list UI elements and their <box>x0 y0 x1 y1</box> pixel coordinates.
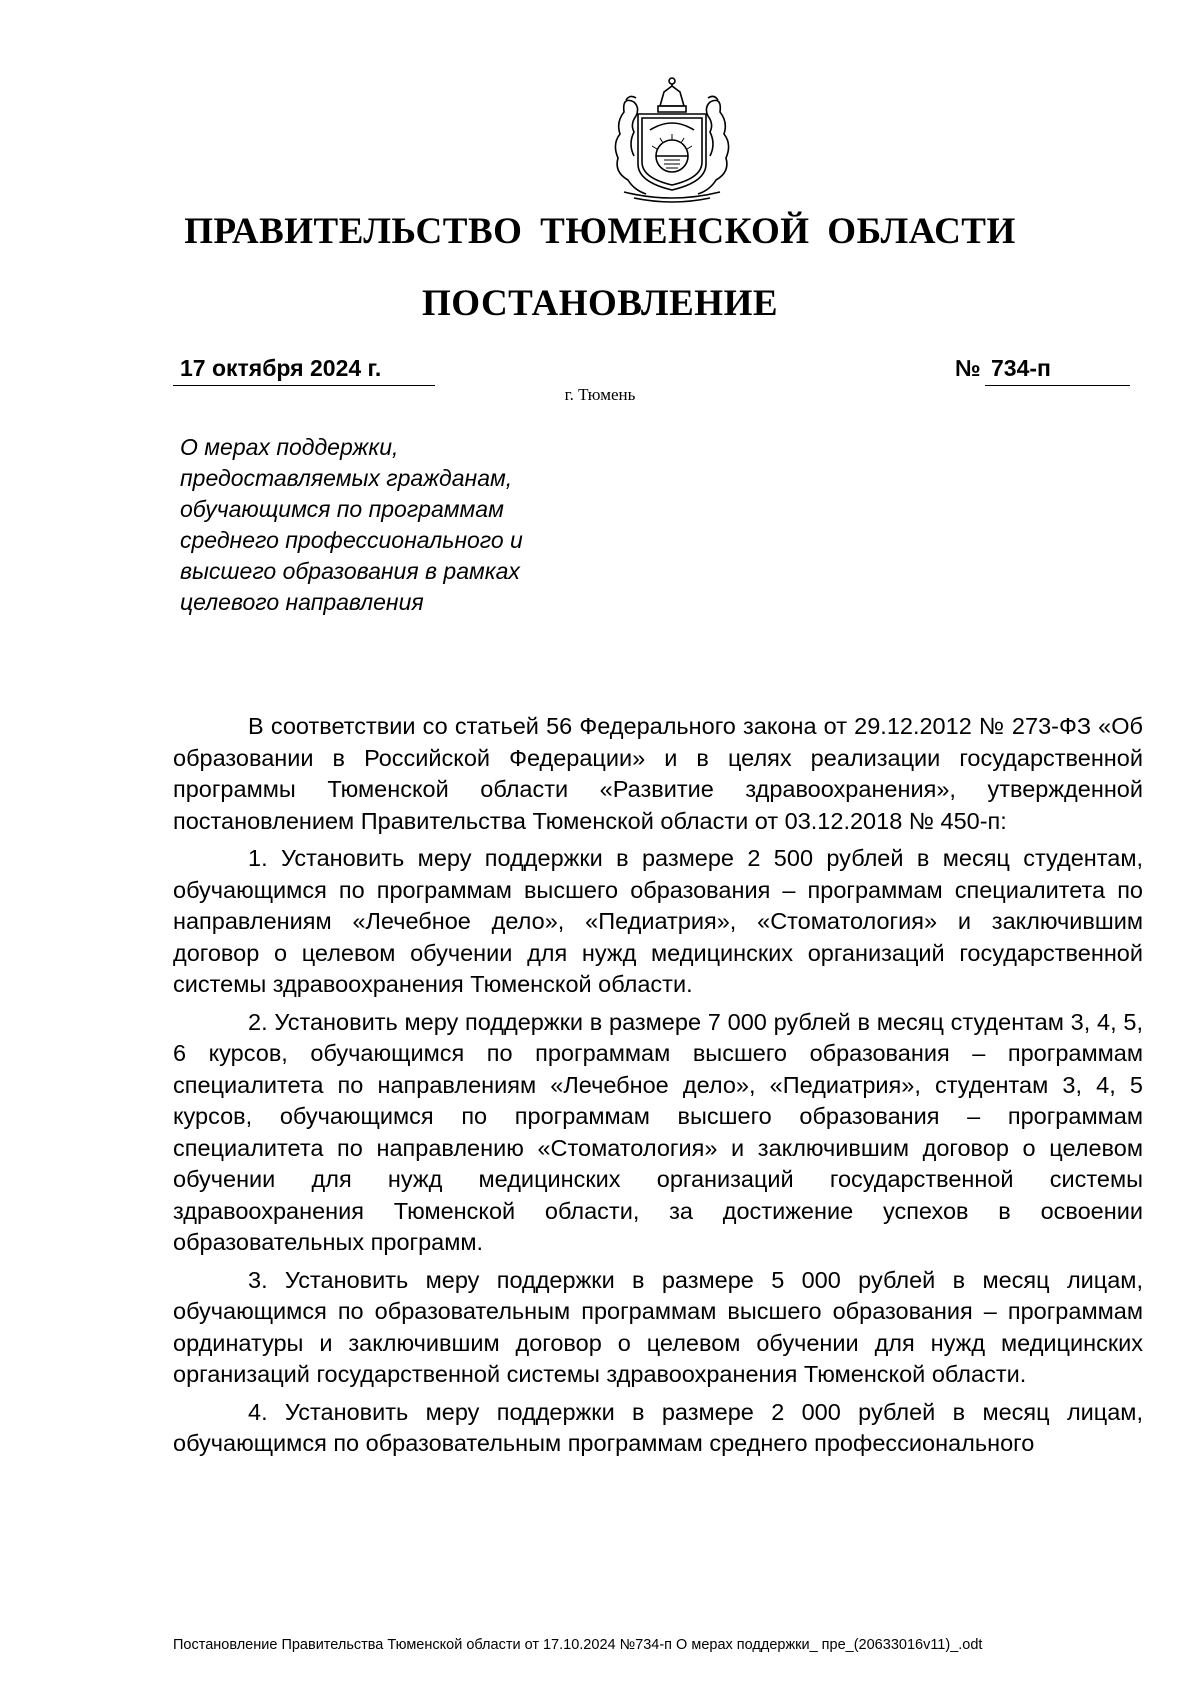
document-subject <box>180 432 600 618</box>
subject-line: обучающимся по программам <box>180 496 504 522</box>
preamble-paragraph: В соответствии со статьей 56 Федерального закона от 29.12.2012 № 273-ФЗ «Об образовании в Российской Федерации» и в целях реализации государственной программы Тюменской области «Развитие здравоохранения», утвержденной постановлением Правительства Тюменской области от 03.12.2018 № 450-п: <box>173 713 1143 834</box>
subject-line: предоставляемых гражданам, <box>180 465 513 491</box>
item-paragraph: 4. Установить меру поддержки в размере 2 000 рублей в месяц лицам, обучающимся по образовательным программам среднего профессионального <box>173 1398 1143 1456</box>
document-date: 17 октября 2024 г. <box>180 355 382 381</box>
subject-line: высшего образования в рамках <box>180 558 520 584</box>
subject-line: целевого направления <box>180 589 424 615</box>
subject-line: О мерах поддержки, <box>180 434 399 460</box>
organization-title: ПРАВИТЕЛЬСТВО ТЮМЕНСКОЙ ОБЛАСТИ <box>184 211 1016 252</box>
coat-of-arms-emblem <box>594 72 750 204</box>
document-city: г. Тюмень <box>564 385 636 404</box>
document-number: 734-п <box>991 355 1051 381</box>
page-footer: Постановление Правительства Тюменской области от 17.10.2024 №734-п О мерах поддержки_ пре_(20633016v11)_.odt <box>173 1637 983 1653</box>
item-paragraph: 3. Установить меру поддержки в размере 5 000 рублей в месяц лицам, обучающимся по образовательным программам высшего образования – программам ординатуры и заключившим договор о целевом обучении для нужд медицинских организаций государственной системы здравоохранения Тюменской области. <box>173 1266 1143 1387</box>
item-paragraph: 2. Установить меру поддержки в размере 7 000 рублей в месяц студентам 3, 4, 5, 6 курсов, обучающимся по программам высшего образования – программам специалитета по направлениям «Лечебное дело», «Педиатрия», студентам 3, 4, 5 курсов, обучающимся по программам высшего образования – программам специалитета по направлению «Стоматология» и заключившим договор о целевом обучении для нужд медицинских организаций государственной системы здравоохранения Тюменской области, за достижение успехов в освоении образовательных программ. <box>173 1008 1143 1255</box>
document-type-title: ПОСТАНОВЛЕНИЕ <box>421 283 779 324</box>
number-sign: № <box>955 355 981 381</box>
document-body <box>173 711 1143 1460</box>
item-paragraph: 1. Установить меру поддержки в размере 2 500 рублей в месяц студентам, обучающимся по программам высшего образования – программам специалитета по направлениям «Лечебное дело», «Педиатрия», «Стоматология» и заключившим договор о целевом обучении для нужд медицинских организаций государственной системы здравоохранения Тюменской области. <box>173 845 1143 997</box>
subject-line: среднего профессионального и <box>180 527 523 553</box>
